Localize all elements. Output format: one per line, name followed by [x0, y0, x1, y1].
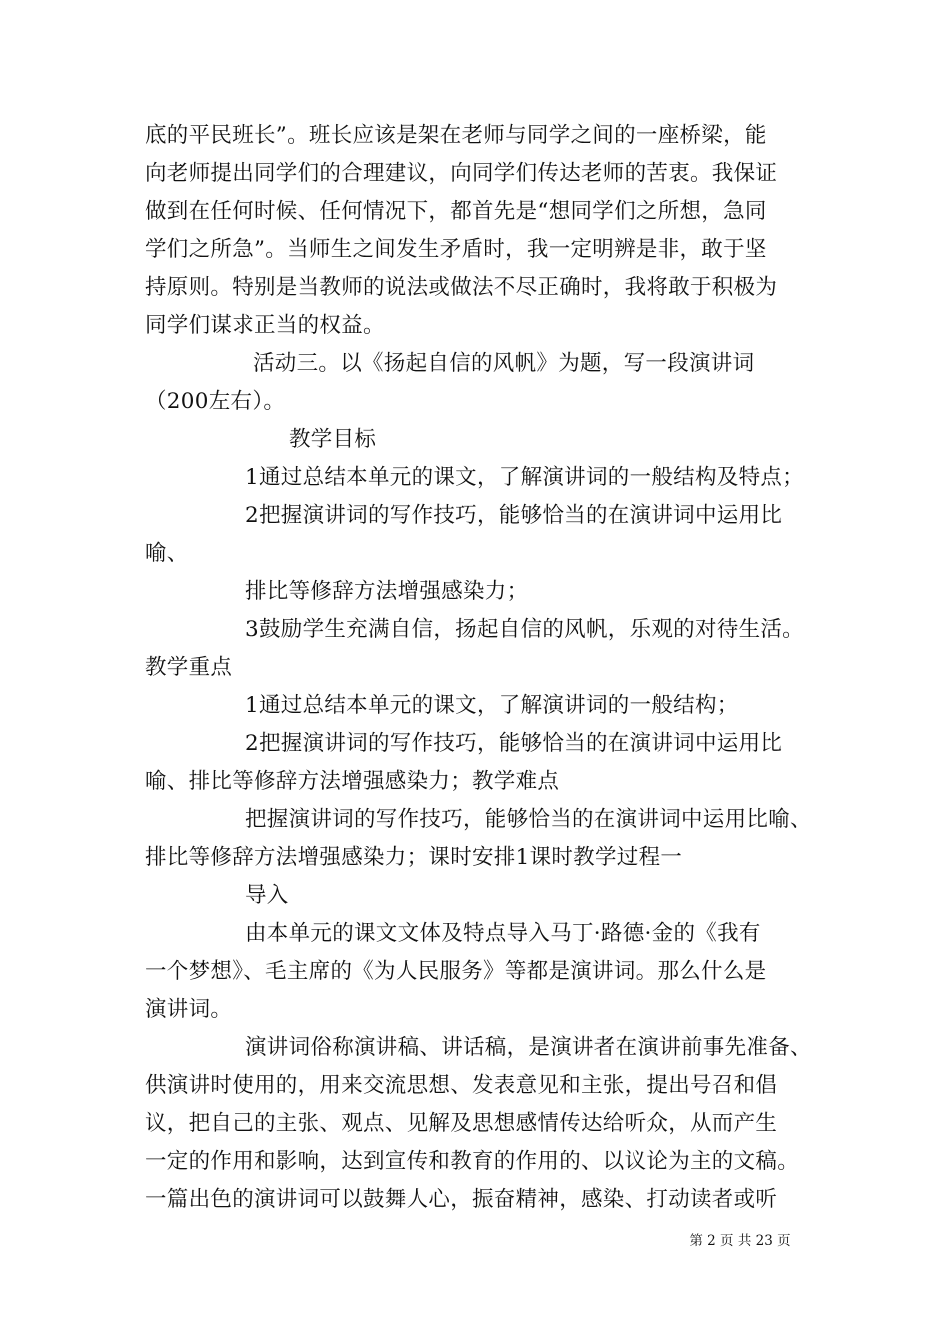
text-line: 持原则。特别是当教师的说法或做法不尽正确时，我将敢于积极为 [145, 275, 778, 300]
text-line: 由本单元的课文文体及特点导入马丁·路德·金的《我有 [245, 921, 761, 946]
text-line: 一定的作用和影响，达到宣传和教育的作用的、以议论为主的文稿。 [145, 1149, 800, 1174]
text-line: 把握演讲词的写作技巧，能够恰当的在演讲词中运用比喻、 [245, 807, 812, 832]
text-line: 学们之所急”。当师生之间发生矛盾时，我一定明辨是非，敢于坚 [145, 237, 767, 262]
text-line: 2把握演讲词的写作技巧，能够恰当的在演讲词中运用比 [245, 503, 783, 528]
text-line: 演讲词俗称演讲稿、讲话稿，是演讲者在演讲前事先准备、 [245, 1035, 812, 1060]
text-line: 排比等修辞方法增强感染力；课时安排1课时教学过程一 [145, 845, 683, 870]
section-heading: 导入 [245, 883, 289, 908]
text-line: 1通过总结本单元的课文，了解演讲词的一般结构； [245, 693, 739, 718]
section-heading: 教学重点 [145, 655, 233, 680]
text-line: 议，把自己的主张、观点、见解及思想感情传达给听众，从而产生 [145, 1111, 778, 1136]
text-line: 做到在任何时候、任何情况下，都首先是“想同学们之所想，急同 [145, 199, 767, 224]
text-line: 喻、排比等修辞方法增强感染力；教学难点 [145, 769, 560, 794]
page-footer: 第 2 页 共 23 页 [689, 1233, 791, 1249]
text-line: 向老师提出同学们的合理建议，向同学们传达老师的苦衷。我保证 [145, 161, 778, 186]
text-line: 底的平民班长”。班长应该是架在老师与同学之间的一座桥梁，能 [145, 123, 767, 148]
text-line: 一篇出色的演讲词可以鼓舞人心，振奋精神，感染、打动读者或听 [145, 1187, 778, 1212]
section-heading: 教学目标 [289, 427, 377, 452]
text-line: 供演讲时使用的，用来交流思想、发表意见和主张，提出号召和倡 [145, 1073, 778, 1098]
text-line: 1通过总结本单元的课文，了解演讲词的一般结构及特点； [245, 465, 804, 490]
text-line: 喻、 [145, 541, 189, 566]
text-line: 同学们谋求正当的权益。 [145, 313, 385, 338]
text-line: 排比等修辞方法增强感染力； [245, 579, 529, 604]
text-line: （200左右）。 [145, 389, 286, 414]
text-line: 3鼓励学生充满自信，扬起自信的风帆，乐观的对待生活。 [245, 617, 804, 642]
text-line: 演讲词。 [145, 997, 233, 1022]
text-line: 一个梦想》、毛主席的《为人民服务》等都是演讲词。那么什么是 [145, 959, 767, 984]
text-line: 2把握演讲词的写作技巧，能够恰当的在演讲词中运用比 [245, 731, 783, 756]
text-line: 活动三。以《扬起自信的风帆》为题，写一段演讲词 [253, 351, 755, 376]
